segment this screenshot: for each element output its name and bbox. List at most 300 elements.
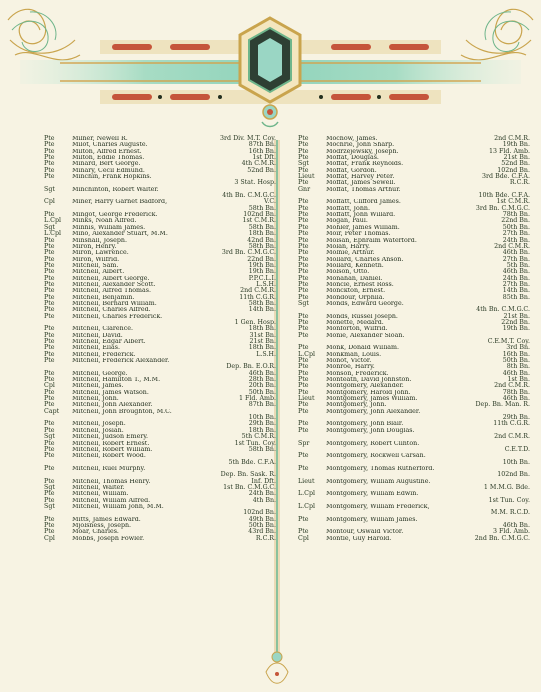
soldier-name: Monds, Edward George. (326, 300, 404, 307)
unit: 24th Bn. (248, 490, 276, 498)
rank: Sgt (44, 185, 55, 193)
soldier-name: Montgomery, John Blair. (326, 421, 404, 428)
rank: Pte (298, 179, 309, 187)
rank: Pte (44, 376, 55, 384)
unit: 50th Bn. (502, 357, 530, 365)
soldier-name: Mitts, James Edward. (72, 516, 141, 523)
unit: 19th Bn. (502, 141, 530, 149)
unit: 4th Bn. C.M.G.C. (222, 192, 276, 200)
soldier-name: Moffatt, John Willard. (326, 212, 396, 219)
soldier-name: Mitchell, John. (72, 396, 119, 403)
unit: C.E.T.D. (504, 445, 530, 453)
rank: Pte (44, 515, 55, 523)
soldier-name: Mitchell, William. (72, 491, 129, 498)
rank: Pte (298, 318, 309, 326)
rank: Sgt (44, 502, 55, 510)
soldier-name: Moncle, Ernest Ross. (326, 281, 394, 288)
soldier-name: Mitchell, Robert William. (72, 446, 153, 453)
unit: 21st Bn. (249, 338, 276, 345)
soldier-name: Montgomery, Robert Clinton. (326, 440, 420, 447)
rank: Pte (44, 395, 55, 403)
unit: 46th Bn. (502, 521, 530, 529)
rank: Pte (298, 420, 309, 428)
unit: 58th Bn. (248, 242, 276, 250)
unit: L.S.H. (256, 280, 276, 288)
soldier-name: Mitchell, Robert Wood. (72, 453, 146, 460)
unit: 43rd Bn. (248, 528, 276, 536)
unit: 19th Bn. (248, 261, 276, 269)
rank: Pte (44, 173, 55, 181)
rank: Pte (44, 166, 55, 174)
unit: C.E.M.T. Coy. (487, 338, 530, 345)
rank: Pte (44, 426, 55, 434)
rank: Pte (44, 249, 55, 257)
rank: Pte (44, 141, 55, 149)
soldier-name: Montour, Oswald Victor. (326, 529, 404, 536)
soldier-name: Mollard, Kenneth. (326, 262, 384, 269)
rank: Sgt (298, 160, 309, 168)
unit: 46th Bn. (502, 395, 530, 403)
unit: 14th Bn. (248, 306, 276, 314)
unit: 16th Bn. (502, 350, 530, 358)
rank: Capt (44, 407, 60, 415)
soldier-name: Mogan, Paul. (326, 218, 368, 225)
rank: Cpl (44, 198, 55, 206)
soldier-name: Mitchell, Bernard William. (72, 300, 157, 307)
unit: 42nd Bn. (247, 236, 276, 244)
soldier-name: Monckton, Ernest. (326, 288, 386, 295)
unit: 4th Bn. (252, 496, 276, 504)
soldier-name: Moffat, Douglas. (326, 155, 379, 162)
unit: 27th Bn. (502, 230, 530, 238)
unit: 11th C.G.R. (493, 420, 530, 428)
soldier-name: Milner, Newell R. (72, 136, 128, 142)
unit: 3rd Bn. (506, 344, 530, 352)
soldier-name: Monie, Alexander Sloan. (326, 332, 405, 339)
soldier-name: Mitchell, Sam. (72, 262, 119, 269)
rank: L.Cpl (298, 350, 316, 358)
soldier-name: Mitchell, Hamilton T., M.M. (72, 377, 161, 384)
soldier-name: Mondour, Orphila. (326, 294, 385, 301)
soldier-name: Mitchell, Walter. (72, 484, 125, 491)
soldier-name: Molan, Harry. (326, 243, 371, 250)
rank: Pte (44, 331, 55, 339)
rank: Cpl (298, 534, 309, 542)
unit: V.C. (263, 198, 276, 206)
unit: 49th Bn. (248, 515, 276, 523)
unit: 5th Bn. (506, 261, 530, 269)
rank: Pte (298, 223, 309, 231)
soldier-name: Mino, Alexander Stuart, M.M. (72, 231, 168, 238)
soldier-name: Montgomery, William James. (326, 516, 418, 523)
soldier-name: Moffat, James Sewell. (326, 180, 396, 187)
rank: L.Cpl (298, 490, 316, 498)
unit: 28th Bn. (248, 376, 276, 384)
unit: 8th Bn. (506, 363, 530, 371)
unit: 58th Bn. (248, 445, 276, 453)
rank: Pte (44, 420, 55, 428)
unit: 4th C.M.R. (241, 160, 276, 168)
unit: 2nd C.M.R. (494, 433, 530, 441)
soldier-name: Minchin, Frank Hopkins. (72, 174, 152, 181)
right-knotwork-icon (461, 9, 533, 60)
rank: Pte (298, 249, 309, 257)
unit: 102nd Bn. (243, 509, 276, 517)
rank: Pte (298, 204, 309, 212)
rank: Pte (298, 141, 309, 149)
rank: Gnr (298, 185, 311, 193)
rank: Pte (298, 280, 309, 288)
unit: 3rd Bde. C.F.A. (482, 173, 530, 181)
soldier-name: Mitchell, Ruel Murphy. (72, 465, 146, 472)
rank: Pte (298, 147, 309, 155)
unit: 21st Bn. (503, 312, 530, 320)
rank: Spr (298, 439, 310, 447)
unit: R.C.R. (255, 534, 276, 542)
unit: P.P.C.L.I. (248, 274, 276, 282)
unit: 3 Fld. Amb. (493, 528, 530, 536)
soldier-name: Mitchell, George. (72, 370, 128, 377)
rank: Pte (298, 407, 309, 415)
rank: Pte (44, 274, 55, 282)
unit: 2nd Bn. C.M.G.C. (474, 534, 530, 542)
unit: 10th Bde. C.F.A. (478, 192, 530, 200)
soldier-name: Moir, Peter Thomas. (326, 231, 391, 238)
rank: Lieut (298, 477, 315, 485)
unit: 1st C.M.R. (242, 217, 276, 225)
soldier-name: Mitchell, Josiah. (72, 427, 124, 434)
rank: Lieut (298, 395, 315, 403)
unit: 1st Tun. Coy. (234, 439, 276, 447)
soldier-name: Milton, Eddie Thomas. (72, 155, 145, 162)
soldier-name: Mitchell, John Alexander. (72, 402, 153, 409)
unit: 27th Bn. (502, 280, 530, 288)
rank: Pte (298, 357, 309, 365)
soldier-name: Montgomery, James William. (326, 396, 418, 403)
rank: Pte (298, 344, 309, 352)
soldier-name: Mitchell, Joseph. (72, 421, 126, 428)
rank: Pte (44, 147, 55, 155)
soldier-name: Mitchell, Frederick. (72, 351, 136, 358)
rank: Pte (44, 160, 55, 168)
unit: 1st Bn. (507, 376, 530, 384)
rank: Sgt (298, 299, 309, 307)
soldier-name: Montle, Guy Harold. (326, 535, 392, 542)
soldier-name: Monkman, Louis. (326, 351, 382, 358)
unit: 3rd Div. M.T. Coy. (220, 135, 276, 142)
rank: Pte (298, 261, 309, 269)
unit: 1 M.M.G. Bde. (483, 483, 530, 491)
rank: Pte (44, 236, 55, 244)
roll-entry (44, 536, 276, 542)
soldier-name: Milton, Alfred Ernest. (72, 148, 142, 155)
soldier-name: Milot, Charles Auguste. (72, 142, 148, 149)
rank: Pte (44, 211, 55, 219)
rank: Sgt (44, 483, 55, 491)
soldier-name: Mitchell, Charles Alfred. (72, 307, 151, 314)
rank: Pte (44, 521, 55, 529)
rank: Pte (298, 166, 309, 174)
soldier-name: Mitchell, William John, M.M. (72, 503, 164, 510)
unit: 24th Bn. (502, 274, 530, 282)
unit: 46th Bn. (248, 369, 276, 377)
soldier-name: Mitchell, Elias. (72, 345, 120, 352)
unit: 16th Bn. (248, 147, 276, 155)
rank: Pte (298, 388, 309, 396)
unit: 2nd C.M.R. (240, 287, 276, 295)
rank: Pte (44, 369, 55, 377)
soldier-name: Minks, Noah Alfred. (72, 218, 137, 225)
soldier-name: Mitchell, Edgar Albert. (72, 339, 146, 345)
rank: Pte (44, 338, 55, 345)
rank: Pte (44, 280, 55, 288)
soldier-name: Minchinton, Robert Walter. (72, 186, 159, 193)
soldier-name: Mitchell, William Alfred. (72, 497, 151, 504)
soldier-name: Mochow, James. (326, 136, 378, 142)
rank: Pte (298, 528, 309, 536)
soldier-name: Monson, Frederick. (326, 370, 389, 377)
soldier-name: Mitchell, Alfred Thomas. (72, 288, 151, 295)
soldier-name: Mitchell, David. (72, 332, 123, 339)
unit: 46th Bn. (502, 369, 530, 377)
unit: 19th Bn. (502, 325, 530, 333)
soldier-name: Molson, Otto. (326, 269, 370, 276)
rank: Pte (44, 357, 55, 365)
unit: 20th Bn. (248, 382, 276, 390)
unit: Dep. Bn. Sask. R. (220, 471, 276, 479)
soldier-name: Mingot, George Frederick. (72, 212, 158, 219)
unit: 46th Bn. (502, 268, 530, 276)
unit: 5th C.M.R. (241, 433, 276, 441)
soldier-name: Mjolsness, Joseph. (72, 522, 132, 529)
rank: Sgt (44, 223, 55, 231)
rank: Pte (44, 452, 55, 460)
rank: Pte (298, 274, 309, 282)
unit: 1st Bn. C.M.G.C. (223, 483, 276, 491)
soldier-name: Moffat, Gordon. (326, 167, 377, 174)
rank: Pte (44, 528, 55, 536)
rank: Pte (44, 325, 55, 333)
unit: 10th Bn. (502, 458, 530, 466)
rank: Pte (44, 135, 55, 142)
soldier-name: Mitchell, James. (72, 383, 124, 390)
unit: 102nd Bn. (243, 211, 276, 219)
rank: Pte (44, 293, 55, 301)
unit: 2nd C.M.R. (494, 382, 530, 390)
left-knotwork-icon (8, 9, 80, 60)
rank: Pte (298, 293, 309, 301)
soldier-name: Mitchell, Robert Ernest. (72, 440, 150, 447)
unit: 78th Bn. (502, 211, 530, 219)
unit: 50th Bn. (248, 388, 276, 396)
soldier-name: Minshall, Joseph. (72, 237, 127, 244)
rank: Pte (298, 198, 309, 206)
rank: L.Cpl (298, 502, 316, 510)
unit: 58th Bn. (248, 223, 276, 231)
rank: Pte (298, 452, 309, 460)
soldier-name: Mitchell, John Broughton, M.C. (72, 408, 172, 415)
unit: 102nd Bn. (497, 166, 530, 174)
unit: 102nd Bn. (497, 471, 530, 479)
unit: 87th Bn. (248, 401, 276, 409)
rank: Cpl (44, 382, 55, 390)
soldier-name: Montgomery, William Edwin. (326, 491, 419, 498)
rank: Pte (298, 325, 309, 333)
rank: Pte (298, 382, 309, 390)
soldier-name: Modrzejewsky, Joseph. (326, 148, 399, 155)
soldier-name: Moar, Charles. (72, 529, 119, 536)
soldier-name: Minnis, William James. (72, 224, 146, 231)
rank: Pte (44, 261, 55, 269)
soldier-name: Mitchell, Alexander Scott. (72, 281, 156, 288)
soldier-name: Montgomery, Alexander. (326, 383, 404, 390)
rank: Lieut (298, 173, 315, 181)
rank: Pte (298, 376, 309, 384)
rank: Pte (44, 496, 55, 504)
soldier-name: Mitchell, Albert. (72, 269, 125, 276)
unit: 87th Bn. (248, 141, 276, 149)
soldier-name: Moffat, Frank Reynolds. (326, 161, 404, 168)
soldier-name: Montgomery, John Alexander. (326, 408, 421, 415)
unit: 52nd Bn. (501, 160, 530, 168)
soldier-name: Mitchell, Albert George. (72, 275, 150, 282)
soldier-name: Monk, Donald William. (326, 345, 399, 352)
unit: Dep. Bn. E.O.R. (226, 363, 276, 371)
soldier-name: Minary, Cecil Edmund. (72, 167, 145, 174)
unit: 1st Tun. Coy. (488, 496, 530, 504)
rank: Sgt (44, 433, 55, 441)
unit: 18th Bn. (248, 426, 276, 434)
soldier-name: Molnie, Arthur. (326, 250, 375, 257)
unit: 18th Bn. (248, 344, 276, 352)
rank: Pte (298, 242, 309, 250)
rank: Pte (298, 135, 309, 142)
unit: 11th C.G.R. (239, 293, 276, 301)
unit: 13 Fld. Amb. (489, 147, 530, 155)
rank: Pte (298, 331, 309, 339)
soldier-name: Monroe, Harry. (326, 364, 375, 371)
unit: 58th Bn. (248, 299, 276, 307)
rank: Pte (298, 154, 309, 162)
unit: 5th Bde. C.F.A. (228, 458, 276, 466)
soldier-name: Miron, Lawrence. (72, 250, 129, 257)
soldier-name: Montgomery, Harold John. (326, 389, 411, 396)
rank: Pte (44, 401, 55, 409)
unit: 14th Bn. (502, 287, 530, 295)
soldier-name: Monds, Russel Joseph. (326, 313, 398, 320)
soldier-name: Mitchell, Clarence. (72, 326, 133, 333)
soldier-name: Mitchell, James Watson. (72, 389, 149, 396)
unit: 18th Bn. (248, 325, 276, 333)
unit: L.S.H. (256, 350, 276, 358)
unit: 1st Dft. (252, 154, 276, 162)
unit: 2nd C.M.R. (494, 242, 530, 250)
soldier-name: Moffat, Harvey Peter. (326, 174, 395, 181)
soldier-name: Minard, Bert George. (72, 161, 141, 168)
left-name-column (44, 136, 276, 542)
soldier-name: Monot, Victor. (326, 358, 372, 365)
soldier-name: Mochrie, John Sharp. (326, 142, 395, 149)
unit: 22nd Bn. (501, 318, 530, 326)
roll-entry (298, 536, 530, 542)
soldier-name: Monforton, Wilfrid. (326, 326, 388, 333)
unit: 78th Bn. (502, 388, 530, 396)
unit: 3 Stat. Hosp. (234, 179, 276, 187)
rank: Pte (298, 464, 309, 472)
unit: 22nd Bn. (247, 255, 276, 263)
rank: Pte (44, 350, 55, 358)
rank: Pte (298, 230, 309, 238)
rank: Pte (298, 255, 309, 263)
soldier-name: Monteath, David Johnston. (326, 377, 412, 384)
soldier-name: Mitchell, Thomas Henry. (72, 478, 151, 485)
soldier-name: Monette, Médard. (326, 319, 384, 326)
unit: 29th Bn. (248, 420, 276, 428)
soldier-name: Moffatt, John. (326, 205, 370, 212)
unit: 27th Bn. (502, 255, 530, 263)
rank: Pte (298, 515, 309, 523)
rank: Pte (298, 369, 309, 377)
soldier-name: Mohler, James William. (326, 224, 400, 231)
unit: 50th Bn. (248, 521, 276, 529)
rank: L.Cpl (44, 230, 62, 238)
rank: Pte (44, 312, 55, 320)
unit: 21st Bn. (503, 154, 530, 162)
soldier-name: Mollard, Charles Anson. (326, 256, 404, 263)
unit: 3rd Bn. C.M.G.C. (221, 249, 276, 257)
rank: Pte (44, 344, 55, 352)
rank: Pte (44, 299, 55, 307)
soldier-name: Montgomery, William Frederick, (326, 503, 430, 510)
unit: M.M. R.C.D. (490, 509, 530, 517)
rank: Pte (298, 401, 309, 409)
rank: L.Cpl (44, 217, 62, 225)
soldier-name: Monahan, Daniel. (326, 275, 383, 282)
unit: R.C.R. (509, 179, 530, 187)
soldier-name: Montgomery, William Augustine. (326, 478, 431, 485)
rank: Pte (44, 388, 55, 396)
unit: 10th Bn. (248, 414, 276, 422)
rank: Pte (44, 477, 55, 485)
unit: Dep. Bn. Man. R. (475, 401, 530, 409)
soldier-name: Mitchell, Frederick Alexander. (72, 358, 170, 365)
unit: 52nd Bn. (247, 166, 276, 174)
soldier-name: Mitchell, Charles Frederick. (72, 313, 163, 320)
unit: 1 Fld. Amb. (239, 395, 276, 403)
soldier-name: Miner, Harry Garnet Badford, (72, 199, 168, 206)
unit: 22nd Bn. (501, 217, 530, 225)
rank: Pte (298, 236, 309, 244)
unit: 2nd C.M.R. (494, 135, 530, 142)
unit: Inf. Dft. (251, 477, 276, 485)
unit: 18th Bn. (248, 230, 276, 238)
rank: Pte (44, 268, 55, 276)
soldier-name: Mitchell, Benjamin. (72, 294, 135, 301)
soldier-name: Montgomery, Thomas Rutherford. (326, 465, 435, 472)
soldier-name: Mitchell, Judson Emery. (72, 434, 149, 441)
rank: Pte (298, 211, 309, 219)
soldier-name: Montgomery, John Douglas. (326, 427, 415, 434)
rank: Pte (44, 255, 55, 263)
soldier-name: Mobbs, Joseph Fowler. (72, 535, 145, 542)
soldier-name: Miron, Wilfrid. (72, 256, 120, 263)
rank: Pte (298, 363, 309, 371)
rank: Pte (298, 287, 309, 295)
rank: Pte (298, 268, 309, 276)
unit: 50th Bn. (502, 223, 530, 231)
rank: Pte (44, 287, 55, 295)
soldier-name: Montgomery, John. (326, 402, 387, 409)
